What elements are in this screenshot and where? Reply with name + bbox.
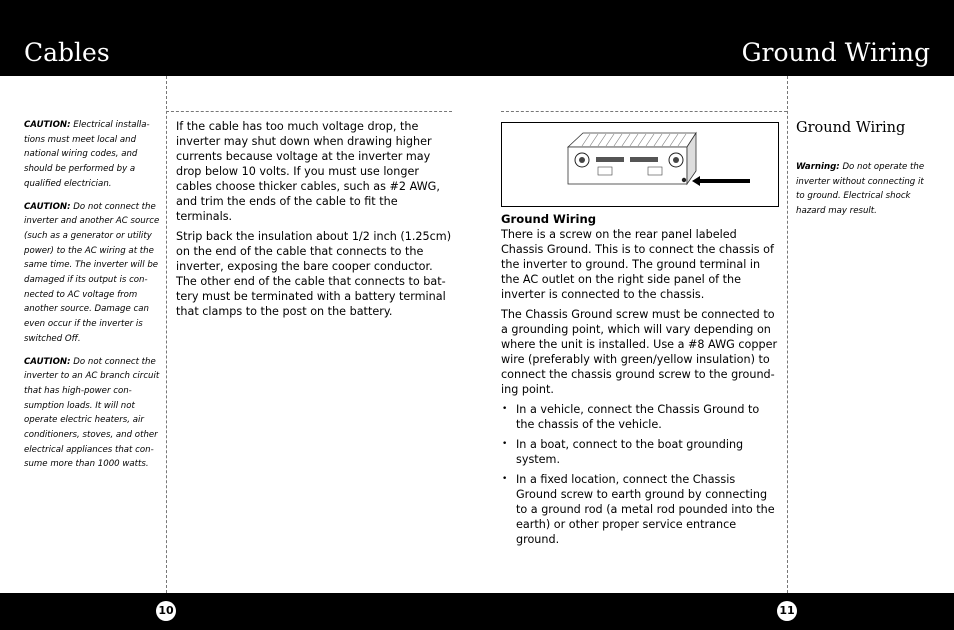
list-item: • In a vehicle, connect the Chassis Ground to the chassis of the vehicle. xyxy=(501,402,779,432)
inverter-illustration-icon xyxy=(502,123,778,206)
warning-note: Warning: Do not operate the inverter without connecting it to ground. Electrical shock hazard may result. xyxy=(796,162,925,217)
paragraph: There is a screw on the rear panel labeled Chassis Ground. This is to connect the chassis of the inverter to ground. The ground terminal in the AC outlet on the right side panel of the inverter is connected to the chassis. xyxy=(501,228,774,301)
paragraph: If the cable has too much voltage drop, the inverter may shut down when drawing higher currents because voltage at the inverter may drop below 10 volts. If you must use longer cables choose thicker cables, such as #2 AWG, and trim the ends of the cable to fit the terminals. xyxy=(176,120,440,223)
page-footer xyxy=(0,593,954,630)
caution-note: CAUTION: Do not connect the inverter and another AC source (such as a generator or utility power) to the AC wiring at the same time. The inverter will be damaged if its output is con-nected to AC voltage from another source. Damage can even occur if the inverter is switched Off. xyxy=(24,201,160,344)
bullet-list xyxy=(501,402,779,547)
rule-right xyxy=(501,111,787,112)
sidebar-heading: Ground Wiring xyxy=(796,120,906,136)
section-heading: Ground Wiring xyxy=(501,212,597,226)
caution-sidebar xyxy=(24,118,160,480)
paragraph: The Chassis Ground screw must be connected to a grounding point, which will vary depending on where the unit is installed. Use a #8 AWG copper wire (preferably with green/yellow insulation) to connect the chassis ground screw to the ground-ing point. xyxy=(501,308,778,396)
column-divider-right xyxy=(787,76,788,593)
page-header xyxy=(0,0,954,76)
caution-note: CAUTION: Electrical installa-tions must meet local and national wiring codes, and should be performed by a qualified electrician. xyxy=(24,120,150,189)
list-item: • In a fixed location, connect the Chassis Ground screw to earth ground by connecting to a ground rod (a metal rod pounded into the earth) or other proper service entrance ground. xyxy=(501,472,779,547)
paragraph: Strip back the insulation about 1/2 inch (1.25cm) on the end of the cable that connects to the inverter, exposing the bare cooper conductor. The other end of the cable that connects to bat-tery must be terminated with a battery terminal that clamps to the post on the battery. xyxy=(176,230,452,318)
column-divider-left xyxy=(166,76,167,593)
section-title-left: Cables xyxy=(24,38,110,67)
rule-left xyxy=(166,111,452,112)
warning-sidebar xyxy=(796,160,930,227)
page-number-left: 10 xyxy=(156,601,176,621)
page-number-right: 11 xyxy=(777,601,797,621)
list-item: • In a boat, connect to the boat grounding system. xyxy=(501,437,779,467)
caution-note: CAUTION: Do not connect the inverter to an AC branch circuit that has high-power con-sumption loads. It will not operate electric heaters, air conditioners, stoves, and other electrical appliances that con-sume more than 1000 watts. xyxy=(24,356,160,470)
ground-wiring-body xyxy=(501,212,779,552)
inverter-rear-panel-figure xyxy=(501,122,779,207)
section-title-right: Ground Wiring xyxy=(741,38,930,67)
cables-body xyxy=(176,119,452,324)
